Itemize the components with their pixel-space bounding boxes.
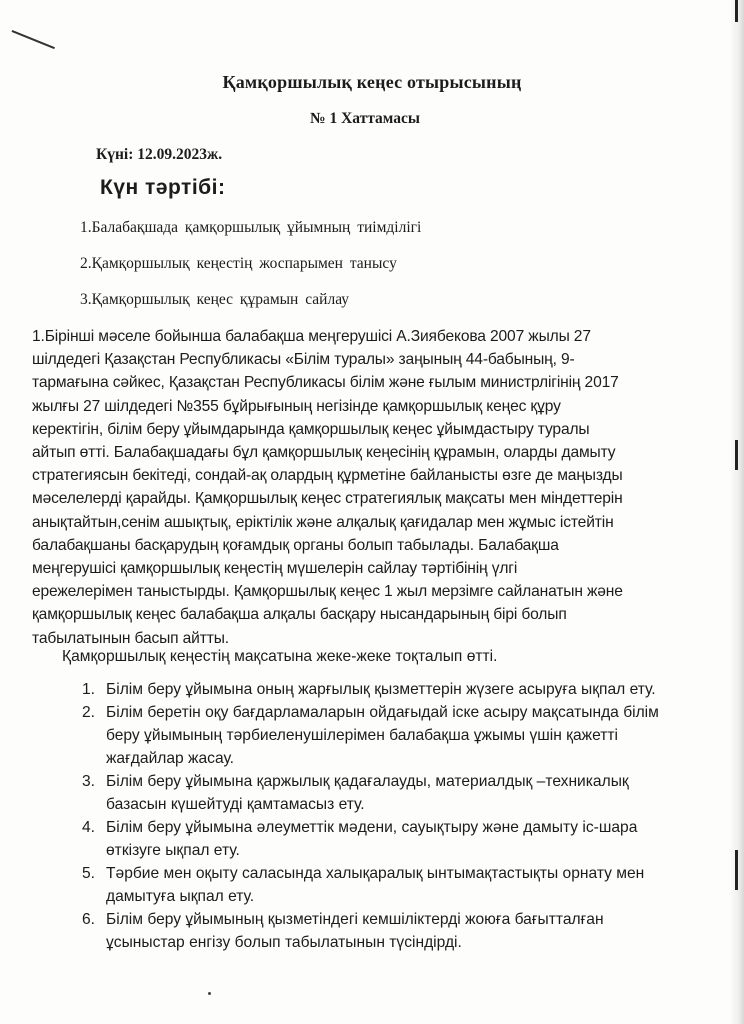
goal-item — [82, 770, 722, 816]
scan-edge-mark — [735, 0, 738, 22]
goal-item — [82, 816, 722, 862]
paragraph-line: қамқоршылық кеңес балабақша алқалы басқару нысандарының бірі болып — [32, 606, 567, 624]
goal-line: ұсыныстар енгізу болып табылатынын түсіндірді. — [106, 934, 462, 951]
goal-line: Білім беру ұйымының қызметіндегі кемшіліктерді жоюға бағытталған — [106, 911, 604, 928]
goal-line: беру ұйымының тәрбиеленушілерімен балабақша ұжымы үшін қажетті — [106, 727, 618, 744]
paragraph-line: тармағына сәйкес, Қазақстан Республикасы білім және ғылым министрлігінің 2017 — [32, 374, 619, 392]
goal-line: жағдайлар жасау. — [106, 750, 235, 767]
protocol-number: № 1 Хаттамасы — [310, 110, 420, 127]
paragraph-line: анықтайтын,сенім ашықтық, еріктілік және алқалық қағидалар мен жұмыс істейтін — [32, 513, 614, 531]
goal-item — [82, 678, 722, 701]
goal-line: дамытуға ықпал ету. — [106, 888, 255, 905]
paragraph-line: 1.Бірінші мәселе бойынша балабақша меңгерушісі А.Зиябекова 2007 жылы 27 — [32, 328, 591, 345]
agenda-list — [80, 216, 421, 324]
paragraph-line: табылатынын басып айтты. — [32, 629, 229, 647]
goal-line: Білім беретін оқу бағдарламаларын ойдағыдай іске асыру мақсатында білім — [106, 704, 659, 721]
goal-number: 1. — [82, 681, 96, 698]
goal-item — [82, 908, 722, 954]
paragraph-line: шілдедегі Қазақстан Республикасы «Білім туралы» заңының 44-бабының, 9- — [32, 351, 575, 369]
goal-item — [82, 701, 722, 770]
goal-line: Білім беру ұйымына қаржылық қадағалауды, материалдық –техникалық — [106, 773, 629, 790]
paragraph-line: ережелерімен таныстырды. Қамқоршылық кеңес 1 жыл мерзімге сайланатын және — [32, 583, 623, 601]
paragraph-line: жылғы 27 шілдедегі №355 бұйрығының негізінде қамқоршылық кеңес құру — [32, 397, 561, 415]
goal-number: 5. — [82, 865, 96, 882]
document-title: Қамқоршылық кеңес отырысының — [222, 72, 522, 92]
first-issue-paragraph — [32, 325, 702, 650]
agenda-item: 3.Қамқоршылық кеңес құрамын сайлау — [80, 291, 350, 308]
goal-number: 2. — [82, 704, 96, 721]
goals-intro: Қамқоршылық кеңестің мақсатына жеке-жеке тоқталып өтті. — [62, 648, 498, 665]
paragraph-line: меңгерушісі қамқоршылық кеңестің мүшелерін сайлау тәртібінің үлгі — [32, 560, 518, 578]
paragraph-line: балабақшаны басқарудың қоғамдық органы болып табылады. Балабақша — [32, 536, 559, 554]
goal-line: Білім беру ұйымына әлеуметтік мәдени, сауықтыру және дамыту іс-шара — [106, 819, 638, 836]
agenda-item: 2.Қамқоршылық кеңестің жоспарымен танысу — [80, 255, 397, 272]
agenda-heading: Күн тәртібі: — [100, 176, 226, 199]
scan-edge-mark — [735, 440, 738, 470]
scan-dust-dot — [208, 992, 211, 995]
paragraph-line: керектігін, білім беру ұйымдарында қамқоршылық кеңес ұйымдастыру туралы — [32, 420, 590, 438]
meeting-date: Күні: 12.09.2023ж. — [96, 146, 223, 163]
goal-number: 6. — [82, 911, 96, 928]
goal-number: 3. — [82, 773, 96, 790]
paragraph-line: стратегиясын бекітеді, сондай-ақ олардың құрметіне байланысты өзге де маңызды — [32, 467, 623, 485]
paragraph-line: мәселелерді қарайды. Қамқоршылық кеңес стратегиялық мақсаты мен міндеттерін — [32, 490, 623, 508]
goal-line: өткізуге ықпал ету. — [106, 842, 240, 859]
scan-pen-mark — [12, 30, 55, 49]
paragraph-line: айтып өтті. Балабақшадағы бұл қамқоршылық кеңесінің құрамын, оларды дамыту — [32, 444, 616, 462]
goal-line: Тәрбие мен оқыту саласында халықаралық ынтымақтастықты орнату мен — [106, 865, 645, 882]
goal-line: Білім беру ұйымына оның жарғылық қызметтерін жүзеге асыруға ықпал ету. — [106, 681, 656, 698]
goals-list — [82, 678, 722, 954]
scan-edge-mark — [735, 850, 738, 890]
agenda-item: 1.Балабақшада қамқоршылық ұйымның тиімділігі — [80, 219, 422, 236]
goal-number: 4. — [82, 819, 96, 836]
goal-item — [82, 862, 722, 908]
goal-line: базасын күшейтуді қамтамасыз ету. — [106, 796, 365, 813]
